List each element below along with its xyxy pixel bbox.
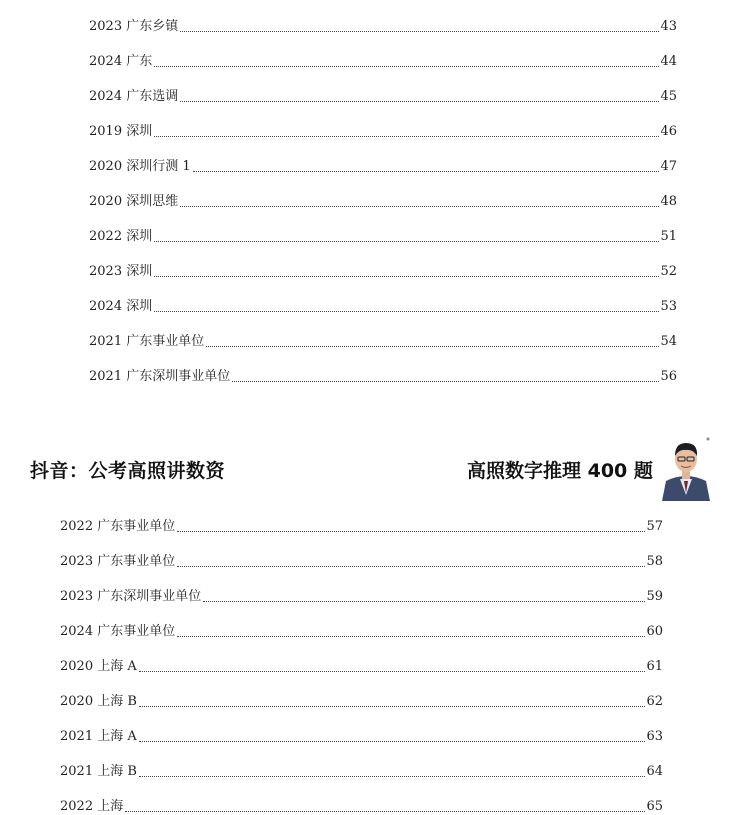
toc-entry xyxy=(89,315,677,350)
toc-dot-leader xyxy=(180,205,659,207)
toc-dot-leader xyxy=(193,170,660,172)
toc-entry xyxy=(60,500,663,535)
toc-entry-title: 2023 广东乡镇 xyxy=(89,19,179,34)
toc-entry xyxy=(60,745,663,780)
toc-dot-leader xyxy=(154,65,659,67)
toc-entry xyxy=(60,605,663,640)
toc-entry-page: 44 xyxy=(660,54,677,69)
toc-entry xyxy=(89,175,677,210)
toc-entry-page: 48 xyxy=(660,194,677,209)
toc-entry-page: 47 xyxy=(660,159,677,174)
toc-dot-leader xyxy=(203,600,645,602)
toc-entry xyxy=(89,245,677,280)
toc-entry-page: 52 xyxy=(660,264,677,279)
toc-dot-leader xyxy=(139,705,646,707)
toc-entry-title: 2021 上海 B xyxy=(60,764,137,779)
toc-dot-leader xyxy=(154,135,659,137)
toc-entry-page: 43 xyxy=(660,19,677,34)
toc-entry-title: 2024 深圳 xyxy=(89,299,153,314)
teacher-avatar xyxy=(660,435,712,501)
toc-entry-page: 60 xyxy=(646,624,663,639)
toc-dot-leader xyxy=(232,380,659,382)
toc-entry-page: 56 xyxy=(660,369,677,384)
toc-entry xyxy=(89,0,677,35)
toc-dot-leader xyxy=(177,565,645,567)
toc-entry xyxy=(60,535,663,570)
toc-entry-title: 2024 广东选调 xyxy=(89,89,179,104)
toc-entry-page: 65 xyxy=(646,799,663,814)
toc-entry-page: 58 xyxy=(646,554,663,569)
toc-entry-title: 2020 深圳思维 xyxy=(89,194,179,209)
toc-entry-title: 2024 广东 xyxy=(89,54,153,69)
toc-dot-leader xyxy=(139,740,646,742)
toc-entry-page: 46 xyxy=(660,124,677,139)
toc-entry xyxy=(60,780,663,815)
toc-dot-leader xyxy=(154,310,659,312)
toc-entry-page: 57 xyxy=(646,519,663,534)
toc-entry-title: 2024 广东事业单位 xyxy=(60,624,176,639)
toc-entry-title: 2023 广东深圳事业单位 xyxy=(60,589,202,604)
toc-dot-leader xyxy=(180,100,659,102)
toc-top-section xyxy=(89,0,677,385)
toc-dot-leader xyxy=(139,775,646,777)
toc-entry-page: 64 xyxy=(646,764,663,779)
toc-entry xyxy=(60,710,663,745)
toc-entry-page: 54 xyxy=(660,334,677,349)
toc-dot-leader xyxy=(125,810,645,812)
toc-entry xyxy=(60,570,663,605)
toc-entry-page: 59 xyxy=(646,589,663,604)
banner-right-text: 高照数字推理 400 题 xyxy=(467,460,653,482)
toc-dot-leader xyxy=(139,670,646,672)
toc-entry xyxy=(89,105,677,140)
toc-entry-title: 2021 上海 A xyxy=(60,729,137,744)
toc-entry-title: 2020 上海 A xyxy=(60,659,137,674)
toc-entry xyxy=(89,35,677,70)
toc-dot-leader xyxy=(177,635,645,637)
banner-left-text: 抖音：公考高照讲数资 xyxy=(30,460,226,482)
toc-entry-title: 2019 深圳 xyxy=(89,124,153,139)
toc-dot-leader xyxy=(154,275,659,277)
toc-entry xyxy=(60,640,663,675)
toc-entry xyxy=(89,210,677,245)
toc-dot-leader xyxy=(154,240,659,242)
toc-entry-title: 2021 广东深圳事业单位 xyxy=(89,369,231,384)
toc-entry xyxy=(89,350,677,385)
toc-entry-page: 53 xyxy=(660,299,677,314)
toc-entry-title: 2020 上海 B xyxy=(60,694,137,709)
toc-bottom-section xyxy=(60,500,663,815)
toc-entry-page: 51 xyxy=(660,229,677,244)
toc-entry xyxy=(89,280,677,315)
page-header-banner xyxy=(0,440,750,496)
toc-dot-leader xyxy=(180,30,659,32)
toc-entry-page: 62 xyxy=(646,694,663,709)
toc-entry-title: 2023 广东事业单位 xyxy=(60,554,176,569)
toc-entry-page: 63 xyxy=(646,729,663,744)
toc-entry-title: 2020 深圳行测 1 xyxy=(89,159,191,174)
toc-entry-title: 2022 深圳 xyxy=(89,229,153,244)
toc-entry-title: 2022 上海 xyxy=(60,799,124,814)
toc-entry-page: 45 xyxy=(660,89,677,104)
toc-entry xyxy=(89,140,677,175)
toc-entry xyxy=(60,675,663,710)
toc-entry-title: 2023 深圳 xyxy=(89,264,153,279)
toc-dot-leader xyxy=(177,530,645,532)
toc-dot-leader xyxy=(206,345,659,347)
toc-entry-title: 2022 广东事业单位 xyxy=(60,519,176,534)
toc-entry-title: 2021 广东事业单位 xyxy=(89,334,205,349)
toc-entry xyxy=(89,70,677,105)
toc-entry-page: 61 xyxy=(646,659,663,674)
